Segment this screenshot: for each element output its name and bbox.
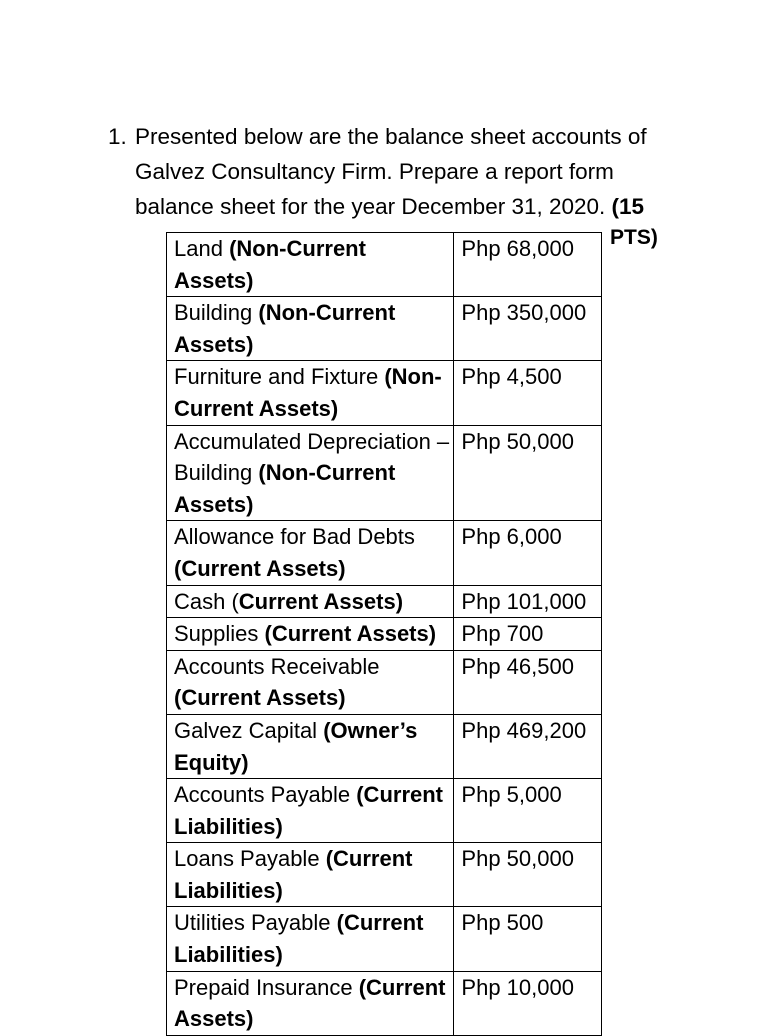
- account-name-cell: [167, 714, 454, 778]
- table-row: [167, 585, 602, 618]
- account-amount: Php 700: [454, 618, 602, 651]
- account-name-cell: [167, 233, 454, 297]
- account-classification: Current Assets): [238, 588, 404, 614]
- account-classification: (Current Liabilities): [174, 846, 413, 903]
- table-row: [167, 297, 602, 361]
- account-classification: (Non-Current Assets): [174, 300, 396, 357]
- account-name-cell: [167, 361, 454, 425]
- question-text-line-3: [135, 190, 644, 225]
- account-classification: (Current Assets): [174, 974, 446, 1032]
- account-classification: (Current Assets): [264, 621, 437, 647]
- account-name-cell: [167, 618, 454, 651]
- table-row: [167, 971, 602, 1035]
- account-classification: (Non-Current Assets): [174, 364, 442, 421]
- question-text-line-2: Galvez Consultancy Firm. Prepare a report form: [135, 159, 614, 184]
- account-name-cell: [167, 779, 454, 843]
- table-row: [167, 361, 602, 425]
- account-classification: (Current Liabilities): [174, 910, 424, 968]
- account-name: Allowance for Bad Debts: [174, 524, 415, 550]
- account-name: Prepaid Insurance: [174, 974, 353, 1000]
- account-amount: Php 50,000: [454, 843, 602, 907]
- account-classification: (Current Liabilities): [174, 782, 444, 839]
- table-row: [167, 779, 602, 843]
- account-name-cell: [167, 971, 454, 1035]
- account-name-cell: [167, 650, 454, 714]
- account-amount: Php 46,500: [454, 650, 602, 714]
- account-name-cell: [167, 585, 454, 618]
- account-amount: Php 5,000: [454, 779, 602, 843]
- account-name: Building: [174, 300, 253, 326]
- account-name-cell: [167, 907, 454, 971]
- question-number: 1.: [108, 124, 127, 149]
- table-row: [167, 233, 602, 297]
- account-name: Accounts Receivable: [174, 653, 380, 679]
- account-name-cell: [167, 297, 454, 361]
- account-name: Utilities Payable: [174, 910, 331, 936]
- account-amount: Php 50,000: [454, 425, 602, 521]
- accounts-table: [166, 232, 602, 1036]
- table-row: [167, 425, 602, 521]
- account-amount: Php 68,000: [454, 233, 602, 297]
- account-amount: Php 4,500: [454, 361, 602, 425]
- table-row: [167, 907, 602, 971]
- account-name: Cash (: [174, 588, 239, 614]
- question-text-line-3-body: balance sheet for the year December 31, 2020.: [135, 194, 612, 219]
- account-name: Accounts Payable: [174, 782, 351, 808]
- account-name: Land: [174, 236, 223, 261]
- account-name: Accumulated Depreciation – Building: [174, 428, 450, 486]
- account-amount: Php 6,000: [454, 521, 602, 585]
- account-amount: Php 10,000: [454, 971, 602, 1035]
- account-classification: (Owner’s Equity): [174, 717, 418, 775]
- account-name-cell: [167, 521, 454, 585]
- account-amount: Php 500: [454, 907, 602, 971]
- account-name: Loans Payable: [174, 846, 320, 872]
- account-classification: (Current Assets): [174, 555, 346, 581]
- table-row: [167, 650, 602, 714]
- table-row: [167, 618, 602, 651]
- points-label-open: (15: [611, 194, 645, 219]
- account-name: Galvez Capital: [174, 717, 318, 743]
- account-name-cell: [167, 425, 454, 521]
- account-amount: Php 350,000: [454, 297, 602, 361]
- table-row: [167, 521, 602, 585]
- account-amount: Php 469,200: [454, 714, 602, 778]
- account-name: Supplies: [174, 621, 259, 647]
- table-row: [167, 843, 602, 907]
- account-name: Furniture and Fixture: [174, 364, 379, 390]
- account-amount: Php 101,000: [454, 585, 602, 618]
- account-classification: (Current Assets): [174, 685, 346, 711]
- points-label-close: PTS): [610, 226, 658, 249]
- account-classification: (Non-Current Assets): [174, 460, 396, 517]
- question-text-line-1: Presented below are the balance sheet accounts of: [135, 124, 647, 149]
- table-row: [167, 714, 602, 778]
- account-classification: (Non-Current Assets): [174, 236, 366, 293]
- account-name-cell: [167, 843, 454, 907]
- accounts-table-body: [167, 233, 602, 1036]
